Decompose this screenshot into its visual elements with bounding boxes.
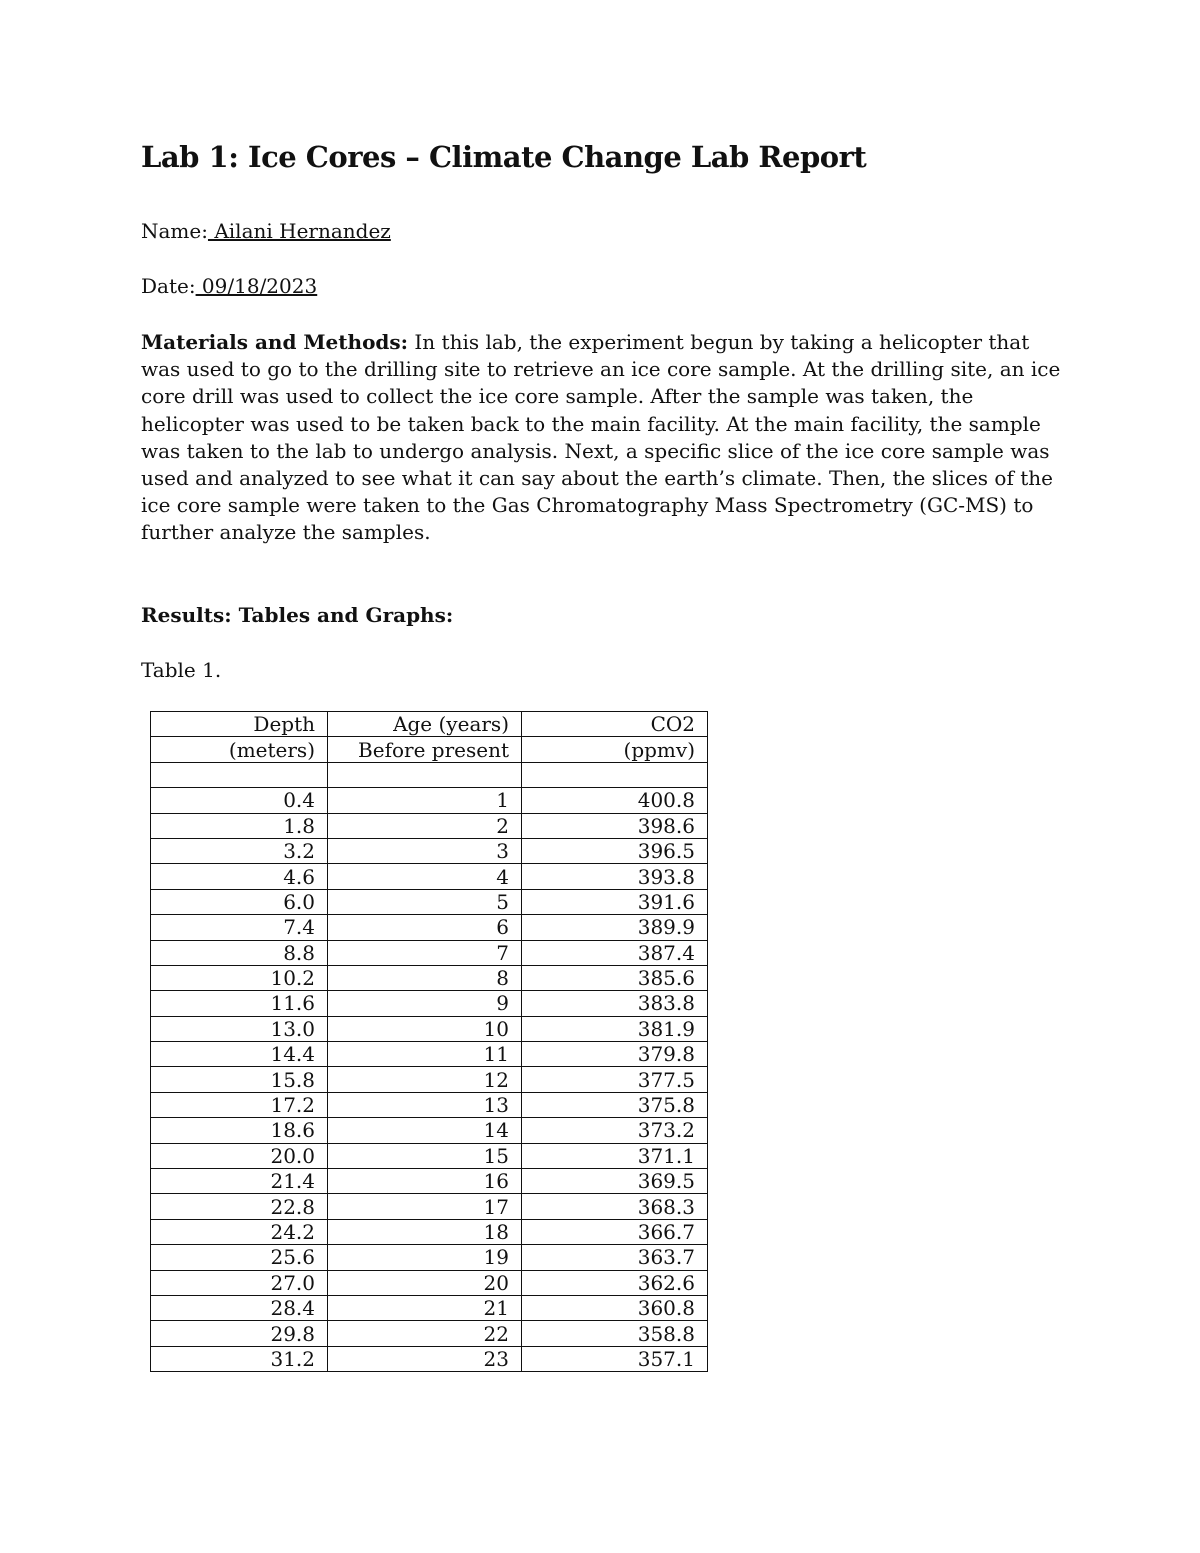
table-cell: 371.1 [522, 1143, 708, 1168]
date-value: 09/18/2023 [195, 274, 318, 298]
data-table-body [151, 712, 708, 1372]
table-cell: 385.6 [522, 965, 708, 990]
table-cell: CO2 [522, 712, 708, 737]
table-cell: 7.4 [151, 915, 328, 940]
table-cell: 9 [328, 991, 522, 1016]
table-cell: 10.2 [151, 965, 328, 990]
table-cell: 8 [328, 965, 522, 990]
table-cell: 358.8 [522, 1321, 708, 1346]
table-cell: 23 [328, 1346, 522, 1371]
table-cell: 22 [328, 1321, 522, 1346]
table-row [151, 1118, 708, 1143]
table-cell: 16 [328, 1169, 522, 1194]
table-cell: 393.8 [522, 864, 708, 889]
table-cell: 396.5 [522, 838, 708, 863]
table-cell: 20 [328, 1270, 522, 1295]
table-cell: 11.6 [151, 991, 328, 1016]
date-label: Date: [141, 274, 196, 298]
table-row [151, 1143, 708, 1168]
table-row [151, 1346, 708, 1371]
table-cell: 373.2 [522, 1118, 708, 1143]
table-cell: 389.9 [522, 915, 708, 940]
table-row [151, 965, 708, 990]
table-header-row [151, 762, 708, 787]
table-cell: 7 [328, 940, 522, 965]
table-cell: 11 [328, 1042, 522, 1067]
table-cell: 13 [328, 1092, 522, 1117]
table-cell: 25.6 [151, 1245, 328, 1270]
table-cell: 17.2 [151, 1092, 328, 1117]
table-cell: 27.0 [151, 1270, 328, 1295]
table-cell: (ppmv) [522, 737, 708, 762]
table-cell: 400.8 [522, 788, 708, 813]
methods-text: In this lab, the experiment begun by taking a helicopter that was used to go to the drilling site to retrieve an ice core sample. At the drilling site, an ice core drill was used to collect the ice core sample. After the sample was taken, the helicopter was used to be taken back to the main facility. At the main facility, the sample was taken to the lab to undergo analysis. Next, a specific slice of the ice core sample was used and analyzed to see what it can say about the earth’s climate. Then, the slices of the ice core sample were taken to the Gas Chromatography Mass Spectrometry (GC-MS) to further analyze the samples. [141, 330, 1061, 545]
table-cell: 4 [328, 864, 522, 889]
table-row [151, 838, 708, 863]
table-row [151, 915, 708, 940]
table-cell: 10 [328, 1016, 522, 1041]
table-row [151, 1219, 708, 1244]
table-header-row [151, 712, 708, 737]
table-row [151, 1092, 708, 1117]
table-cell: 369.5 [522, 1169, 708, 1194]
table-cell: 6.0 [151, 889, 328, 914]
table-cell: 366.7 [522, 1219, 708, 1244]
name-label: Name: [141, 219, 208, 243]
table-cell: 13.0 [151, 1016, 328, 1041]
table-row [151, 1270, 708, 1295]
table-cell: 363.7 [522, 1245, 708, 1270]
table-cell: 18 [328, 1219, 522, 1244]
table-cell: 31.2 [151, 1346, 328, 1371]
table-cell: 6 [328, 915, 522, 940]
table-cell: 17 [328, 1194, 522, 1219]
name-value: Ailani Hernandez [207, 219, 391, 243]
date-field [141, 274, 317, 298]
table-row [151, 864, 708, 889]
table-cell: 379.8 [522, 1042, 708, 1067]
name-field [141, 219, 391, 243]
table-row [151, 813, 708, 838]
table-cell [522, 762, 708, 787]
table-row [151, 889, 708, 914]
table-cell: 19 [328, 1245, 522, 1270]
table-row [151, 1194, 708, 1219]
table-cell: 12 [328, 1067, 522, 1092]
table-row [151, 788, 708, 813]
table-cell: 368.3 [522, 1194, 708, 1219]
table-cell: 3 [328, 838, 522, 863]
table-cell: 398.6 [522, 813, 708, 838]
page-title: Lab 1: Ice Cores – Climate Change Lab Report [141, 140, 867, 174]
table-cell: (meters) [151, 737, 328, 762]
table-cell: 21.4 [151, 1169, 328, 1194]
table-cell: 391.6 [522, 889, 708, 914]
table-cell: 21 [328, 1295, 522, 1320]
table-cell [328, 762, 522, 787]
materials-and-methods-paragraph [141, 329, 1066, 547]
table-cell: Age (years) [328, 712, 522, 737]
table-row [151, 1245, 708, 1270]
table-row [151, 1016, 708, 1041]
table-row [151, 1067, 708, 1092]
table-cell: 3.2 [151, 838, 328, 863]
table-cell: 362.6 [522, 1270, 708, 1295]
table-cell: 381.9 [522, 1016, 708, 1041]
table-caption: Table 1. [141, 658, 222, 682]
table-row [151, 940, 708, 965]
table-row [151, 1321, 708, 1346]
table-row [151, 1042, 708, 1067]
table-cell: 14 [328, 1118, 522, 1143]
table-cell: 2 [328, 813, 522, 838]
table-cell: 18.6 [151, 1118, 328, 1143]
table-cell: 15.8 [151, 1067, 328, 1092]
table-cell: 20.0 [151, 1143, 328, 1168]
table-cell: 360.8 [522, 1295, 708, 1320]
table-row [151, 1169, 708, 1194]
table-row [151, 991, 708, 1016]
table-cell: 387.4 [522, 940, 708, 965]
table-cell: 357.1 [522, 1346, 708, 1371]
table-cell: 0.4 [151, 788, 328, 813]
table-cell: 24.2 [151, 1219, 328, 1244]
table-cell: 5 [328, 889, 522, 914]
table-cell: 28.4 [151, 1295, 328, 1320]
table-cell: 1.8 [151, 813, 328, 838]
table-cell: 377.5 [522, 1067, 708, 1092]
table-cell: Before present [328, 737, 522, 762]
results-heading: Results: Tables and Graphs: [141, 603, 454, 627]
table-cell [151, 762, 328, 787]
table-cell: 383.8 [522, 991, 708, 1016]
table-cell: 1 [328, 788, 522, 813]
table-cell: Depth [151, 712, 328, 737]
table-cell: 8.8 [151, 940, 328, 965]
table-cell: 29.8 [151, 1321, 328, 1346]
table-cell: 4.6 [151, 864, 328, 889]
table-row [151, 1295, 708, 1320]
data-table [150, 711, 708, 1372]
methods-label: Materials and Methods: [141, 330, 409, 354]
table-cell: 14.4 [151, 1042, 328, 1067]
table-cell: 15 [328, 1143, 522, 1168]
table-header-row [151, 737, 708, 762]
table-cell: 375.8 [522, 1092, 708, 1117]
table-cell: 22.8 [151, 1194, 328, 1219]
